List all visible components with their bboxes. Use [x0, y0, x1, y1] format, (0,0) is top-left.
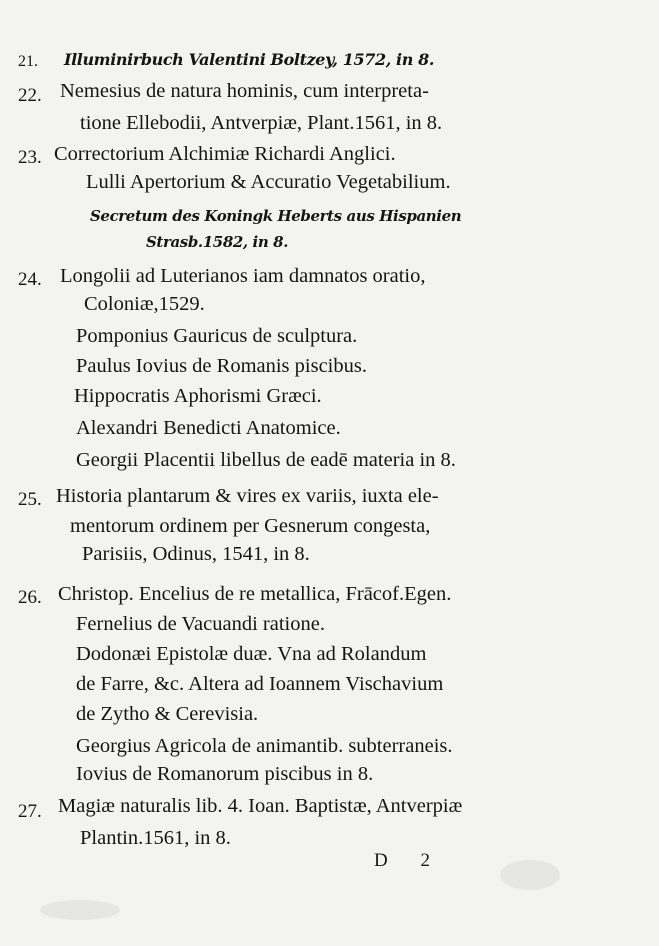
- entry-line: Parisiis, Odinus, 1541, in 8.: [82, 543, 310, 565]
- entry-line: Georgius Agricola de animantib. subterraneis.: [76, 735, 453, 757]
- entry-line: Nemesius de natura hominis, cum interpreta-: [60, 80, 429, 102]
- entry-line: Hippocratis Aphorismi Græci.: [74, 385, 322, 407]
- entry-line: Christop. Encelius de re metallica, Frācof.Egen.: [58, 583, 452, 605]
- entry-line: Iovius de Romanorum piscibus in 8.: [76, 763, 374, 785]
- entry-line: Correctorium Alchimiæ Richardi Anglici.: [54, 143, 396, 165]
- entry-line: de Zytho & Cerevisia.: [76, 703, 259, 725]
- entry-line: Lulli Apertorium & Accuratio Vegetabilium.: [86, 171, 451, 193]
- paper-stain: [500, 860, 560, 890]
- entry-line: Paulus Iovius de Romanis piscibus.: [76, 355, 367, 377]
- entry-line: Pomponius Gauricus de sculptura.: [76, 325, 358, 347]
- entry-line: Fernelius de Vacuandi ratione.: [76, 613, 325, 635]
- entry-line: de Farre, &c. Altera ad Ioannem Vischavium: [76, 673, 444, 695]
- entry-line: Illuminirbuch Valentini Boltzey, 1572, in 8.: [64, 50, 435, 69]
- entry-line: Strasb.1582, in 8.: [146, 233, 289, 251]
- entry-number: 27.: [18, 801, 42, 822]
- entry-number: 23.: [18, 147, 42, 168]
- entry-number: 26.: [18, 587, 42, 608]
- entry-line: mentorum ordinem per Gesnerum congesta,: [70, 515, 431, 537]
- entry-line: tione Ellebodii, Antverpiæ, Plant.1561, in 8.: [80, 112, 443, 134]
- entry-number: 21.: [18, 53, 38, 70]
- entry-line: Dodonæi Epistolæ duæ. Vna ad Rolandum: [76, 643, 427, 665]
- entry-line: Secretum des Koningk Heberts aus Hispanien: [90, 207, 462, 225]
- entry-line: Magiæ naturalis lib. 4. Ioan. Baptistæ, Antverpiæ: [58, 795, 463, 817]
- entry-number: 25.: [18, 489, 42, 510]
- entry-line: Longolii ad Luterianos iam damnatos oratio,: [60, 265, 426, 287]
- paper-stain: [40, 900, 120, 920]
- entry-number: 22.: [18, 85, 42, 106]
- signature-mark: D 2: [374, 850, 444, 871]
- entry-line: Alexandri Benedicti Anatomice.: [76, 417, 341, 439]
- entry-line: Historia plantarum & vires ex variis, iuxta ele-: [56, 485, 439, 507]
- entry-number: 24.: [18, 269, 42, 290]
- entry-line: Georgii Placentii libellus de eadē materia in 8.: [76, 449, 456, 471]
- entry-line: Coloniæ,1529.: [84, 293, 205, 315]
- entry-line: Plantin.1561, in 8.: [80, 827, 231, 849]
